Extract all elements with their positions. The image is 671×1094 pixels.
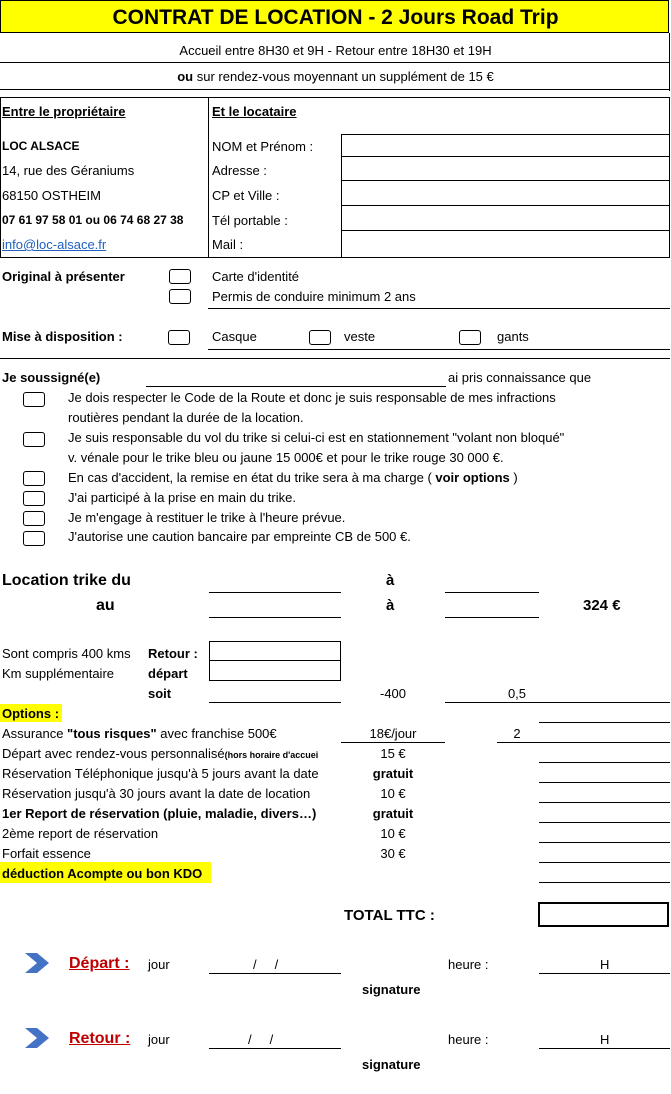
deduction-label: déduction Acompte ou bon KDO xyxy=(0,862,211,883)
depart-hour-h: H xyxy=(600,957,610,972)
deposit-checkbox[interactable] xyxy=(23,531,45,546)
tenant-top-field xyxy=(341,134,670,135)
tenant-heading: Et le locataire xyxy=(212,104,297,119)
tenant-phone-field[interactable] xyxy=(341,230,670,231)
depart-label: Départ : xyxy=(69,955,130,972)
option-total-field[interactable] xyxy=(539,722,670,723)
retour-date-field[interactable] xyxy=(209,1048,341,1049)
accident-text-post: ) xyxy=(509,470,518,485)
tenant-address-field[interactable] xyxy=(341,180,670,181)
end-date-field[interactable] xyxy=(209,617,341,618)
tenant-name-label: NOM et Prénom : xyxy=(212,139,314,154)
appointment-note xyxy=(0,70,671,83)
depart-signature-label: signature xyxy=(362,982,421,997)
declaration-intro: Je soussigné(e) xyxy=(2,370,101,385)
retour-signature-label: signature xyxy=(362,1057,421,1072)
parties-mid-border xyxy=(208,97,209,257)
deposit-text: J'autorise une caution bancaire par empreinte CB de 500 €. xyxy=(68,529,411,544)
option-appointment-small: (hors horaire d'accuei xyxy=(224,750,319,760)
rental-a1: à xyxy=(386,572,395,589)
km-diff-field[interactable] xyxy=(209,702,341,703)
end-time-field[interactable] xyxy=(445,617,539,618)
option-insurance-bold: "tous risques" xyxy=(67,726,157,741)
appointment-text: sur rendez-vous moyennant un supplément de 15 € xyxy=(193,69,494,84)
tenant-mail-label: Mail : xyxy=(212,237,244,252)
helmet-label: Casque xyxy=(212,329,257,344)
gloves-label: gants xyxy=(497,329,529,344)
depart-hour-field[interactable] xyxy=(539,973,670,974)
chevron-right-icon xyxy=(25,953,49,973)
handover-text: J'ai participé à la prise en main du trike. xyxy=(68,490,296,505)
chevron-right-icon xyxy=(25,1028,49,1048)
option-total-field[interactable] xyxy=(539,822,670,823)
tenant-phone-label: Tél portable : xyxy=(212,213,288,228)
option-total-field[interactable] xyxy=(539,842,670,843)
equipment-label: Mise à disposition : xyxy=(2,329,123,344)
return-time-text: Je m'engage à restituer le trike à l'heure prévue. xyxy=(68,510,346,525)
km-return-input[interactable] xyxy=(209,641,341,661)
retour-date-slashes: / / xyxy=(248,1032,274,1047)
depart-day-label: jour xyxy=(148,957,170,972)
option-second-postpone-price: 10 € xyxy=(380,826,406,841)
option-line xyxy=(497,742,539,743)
start-date-field[interactable] xyxy=(209,592,341,593)
option-insurance xyxy=(2,727,277,740)
declaration-ack: ai pris connaissance que xyxy=(448,370,592,385)
tenant-city-field[interactable] xyxy=(341,205,670,206)
divider xyxy=(0,62,670,63)
option-appointment-pre: Départ avec rendez-vous personnalisé xyxy=(2,746,225,761)
owner-street: 14, rue des Géraniums xyxy=(2,163,135,178)
depart-date-field[interactable] xyxy=(209,973,341,974)
id-card-checkbox[interactable] xyxy=(169,269,191,284)
option-total-field[interactable] xyxy=(539,882,670,883)
option-insurance-post: avec franchise 500€ xyxy=(156,726,277,741)
option-total-field[interactable] xyxy=(539,782,670,783)
option-phone-booking-price: gratuit xyxy=(372,766,414,781)
divider xyxy=(0,358,670,359)
option-total-field[interactable] xyxy=(539,802,670,803)
option-fuel-price: 30 € xyxy=(380,846,406,861)
owner-heading: Entre le propriétaire xyxy=(2,104,126,119)
options-label: Options : xyxy=(0,704,62,722)
license-checkbox[interactable] xyxy=(169,289,191,304)
total-box[interactable] xyxy=(538,902,669,927)
rules-text: Je dois respecter le Code de la Route et donc je suis responsable de mes infractions xyxy=(68,390,556,405)
start-time-field[interactable] xyxy=(445,592,539,593)
extra-km-label: Km supplémentaire xyxy=(2,666,114,681)
owner-city: 68150 OSTHEIM xyxy=(2,188,101,203)
divider xyxy=(0,97,670,98)
accident-text xyxy=(68,471,518,484)
jacket-checkbox[interactable] xyxy=(309,330,331,345)
option-second-postpone: 2ème report de réservation xyxy=(2,826,159,841)
divider xyxy=(0,89,670,90)
divider xyxy=(208,349,670,350)
option-30days: Réservation jusqu'à 30 jours avant la date de location xyxy=(2,786,311,801)
rental-a2: à xyxy=(386,597,395,614)
divider xyxy=(208,308,670,309)
option-insurance-qty: 2 xyxy=(513,726,521,741)
km-soit-label: soit xyxy=(148,686,172,701)
km-total-field[interactable] xyxy=(539,702,670,703)
option-total-field[interactable] xyxy=(539,762,670,763)
retour-day-label: jour xyxy=(148,1032,170,1047)
return-time-checkbox[interactable] xyxy=(23,511,45,526)
km-rate: 0,5 xyxy=(507,686,527,701)
see-options: voir options xyxy=(435,470,510,485)
appointment-or: ou xyxy=(177,69,194,84)
total-label: TOTAL TTC : xyxy=(344,907,435,924)
rules-text-cont: routières pendant la durée de la location. xyxy=(68,410,304,425)
retour-hour-field[interactable] xyxy=(539,1048,670,1049)
theft-text: Je suis responsable du vol du trike si celui-ci est en stationnement "volant non bloqué" xyxy=(68,430,565,445)
owner-email-link[interactable]: info@loc-alsace.fr xyxy=(2,237,107,252)
owner-phone: 07 61 97 58 01 ou 06 74 68 27 38 xyxy=(2,213,184,227)
km-rate-field[interactable] xyxy=(445,702,539,703)
km-return-label: Retour : xyxy=(148,646,198,661)
retour-hour-h: H xyxy=(600,1032,610,1047)
km-minus: -400 xyxy=(379,686,407,701)
option-insurance-price: 18€/jour xyxy=(369,726,417,741)
signer-name-field[interactable] xyxy=(146,386,446,387)
option-insurance-pre: Assurance xyxy=(2,726,68,741)
helmet-checkbox[interactable] xyxy=(168,330,190,345)
option-appointment xyxy=(2,747,318,760)
option-line xyxy=(341,742,445,743)
option-total-field[interactable] xyxy=(539,862,670,863)
option-phone-booking: Réservation Téléphonique jusqu'à 5 jours avant la date xyxy=(2,766,319,781)
included-km: Sont compris 400 kms xyxy=(2,646,131,661)
tenant-name-field[interactable] xyxy=(341,156,670,157)
rental-to-label: au xyxy=(96,597,115,614)
option-first-postpone: 1er Report de réservation (pluie, maladie, divers…) xyxy=(2,806,317,821)
option-30days-price: 10 € xyxy=(380,786,406,801)
gloves-checkbox[interactable] xyxy=(459,330,481,345)
option-total-field[interactable] xyxy=(539,742,670,743)
accident-text-pre: En cas d'accident, la remise en état du trike sera à ma charge ( xyxy=(68,470,436,485)
id-card-label: Carte d'identité xyxy=(212,269,300,284)
page-title: CONTRAT DE LOCATION - 2 Jours Road Trip xyxy=(112,6,559,29)
tenant-address-label: Adresse : xyxy=(212,163,267,178)
option-fuel: Forfait essence xyxy=(2,846,91,861)
jacket-label: veste xyxy=(344,329,376,344)
rules-checkbox[interactable] xyxy=(23,392,45,407)
km-depart-input[interactable] xyxy=(209,660,341,681)
handover-checkbox[interactable] xyxy=(23,491,45,506)
km-depart-label: départ xyxy=(148,666,188,681)
divider xyxy=(0,257,670,258)
owner-name: LOC ALSACE xyxy=(2,139,80,153)
accident-checkbox[interactable] xyxy=(23,471,45,486)
theft-checkbox[interactable] xyxy=(23,432,45,447)
license-label: Permis de conduire minimum 2 ans xyxy=(212,289,416,304)
option-appointment-price: 15 € xyxy=(380,746,406,761)
retour-label: Retour : xyxy=(69,1030,131,1047)
retour-hour-label: heure : xyxy=(448,1032,489,1047)
documents-label: Original à présenter xyxy=(2,269,125,284)
parties-left-border xyxy=(0,97,1,257)
parties-right-border xyxy=(669,97,670,257)
tenant-city-label: CP et Ville : xyxy=(212,188,280,203)
option-first-postpone-price: gratuit xyxy=(372,806,414,821)
depart-hour-label: heure : xyxy=(448,957,489,972)
depart-date-slashes: / / xyxy=(253,957,279,972)
tenant-field-border xyxy=(341,134,342,257)
rental-from-label: Location trike du xyxy=(2,572,131,589)
theft-text-cont: v. vénale pour le trike bleu ou jaune 15 000€ et pour le trike rouge 30 000 €. xyxy=(68,450,504,465)
opening-hours: Accueil entre 8H30 et 9H - Retour entre 18H30 et 19H xyxy=(179,43,492,58)
rental-price: 324 € xyxy=(583,597,621,614)
